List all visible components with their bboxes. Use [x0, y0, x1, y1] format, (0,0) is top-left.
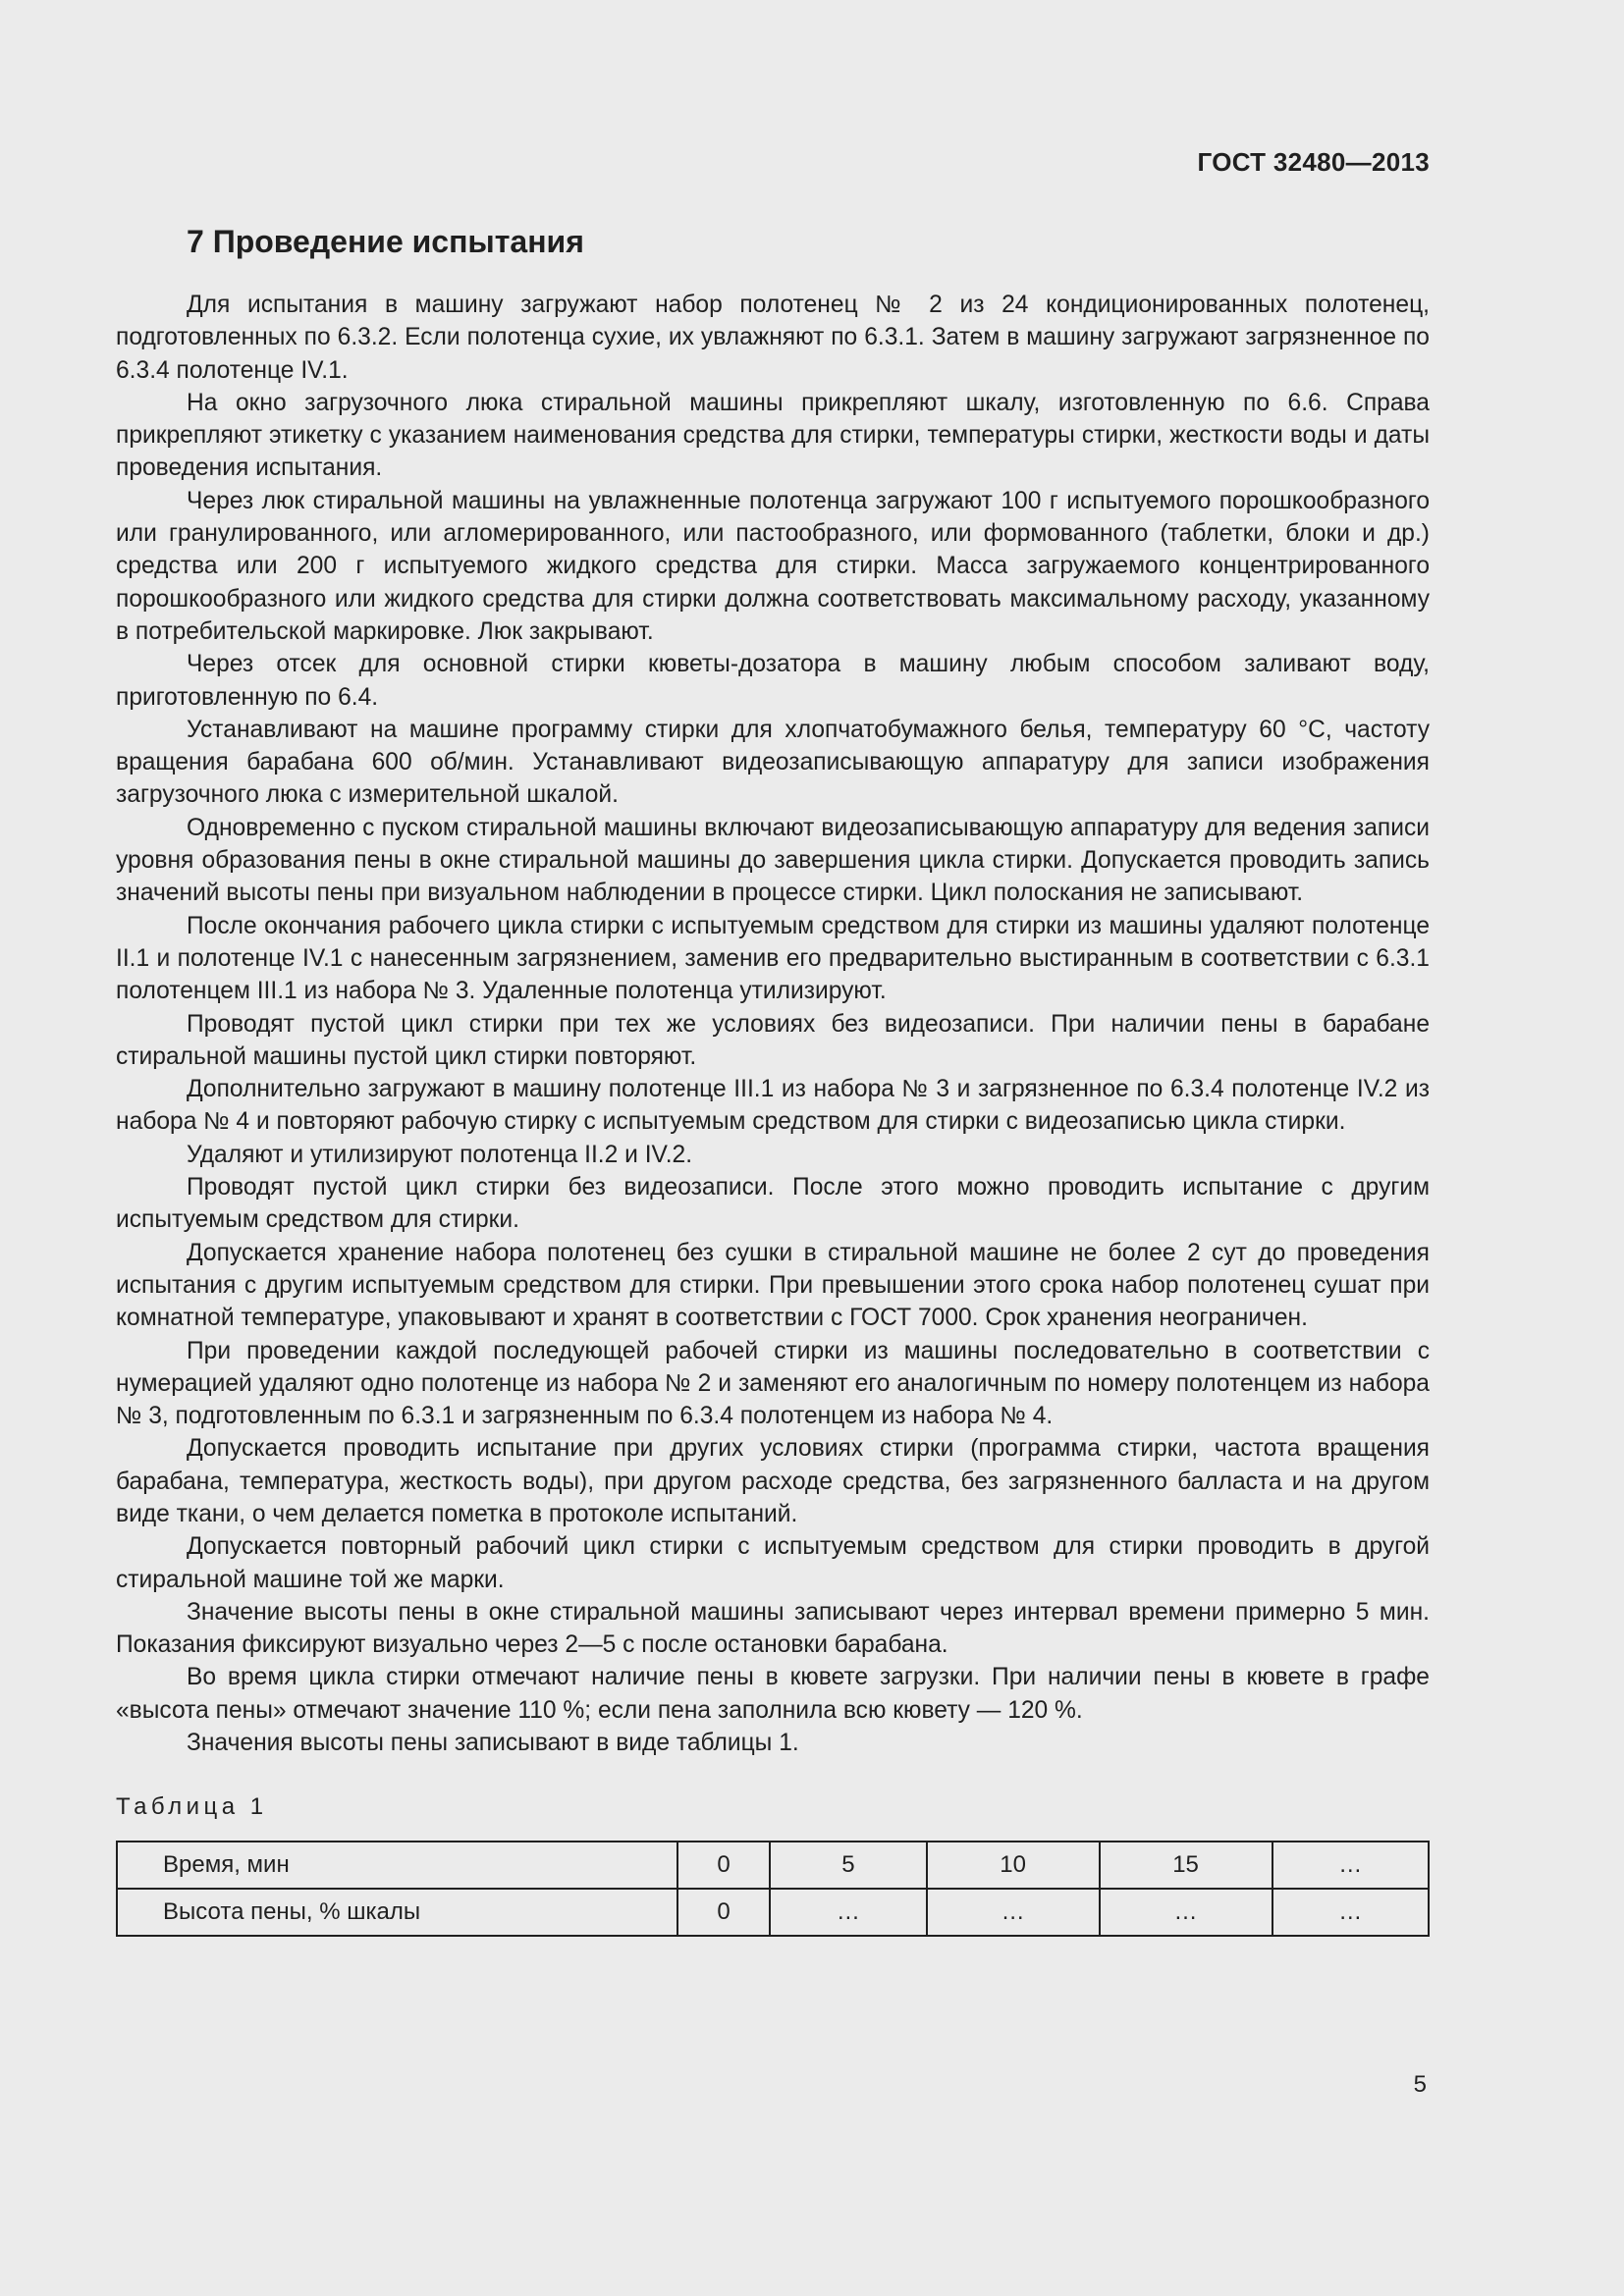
table-cell: …: [1272, 1842, 1429, 1889]
table-cell: 5: [770, 1842, 926, 1889]
table-row-time: [117, 1842, 1429, 1889]
table-cell: 0: [677, 1889, 770, 1936]
foam-height-table: [116, 1841, 1430, 1937]
paragraph: Через отсек для основной стирки кюветы-дозатора в машину любым способом заливают воду, приготовленную по 6.4.: [116, 651, 1430, 711]
page-content: [116, 221, 1430, 1937]
document-code-header: ГОСТ 32480—2013: [1197, 147, 1430, 177]
paragraph: Удаляют и утилизируют полотенца II.2 и IV.2.: [187, 1141, 693, 1168]
paragraph: Допускается повторный рабочий цикл стирки с испытуемым средством для стирки проводить в другой стиральной машине той же марки.: [116, 1533, 1430, 1593]
table-cell: …: [1100, 1889, 1272, 1936]
page-number: 5: [1413, 2071, 1427, 2098]
paragraph: Во время цикла стирки отмечают наличие пены в кювете загрузки. При наличии пены в кювете в графе «высота пены» отмечают значение 110 %; если пена заполнила всю кювету — 120 %.: [116, 1664, 1430, 1724]
paragraph: При проведении каждой последующей рабочей стирки из машины последовательно в соответствии с нумерацией удаляют одно полотенце из набора № 2 и заменяют его аналогичным по номеру полотенцем из набора № 3, подготовленным по 6.3.1 и загрязненным по 6.3.4 полотенцем из набора № 4.: [116, 1337, 1430, 1430]
table-row-foam-height: [117, 1889, 1429, 1936]
paragraph: Через люк стиральной машины на увлажненные полотенца загружают 100 г испытуемого порошкообразного или гранулированного, или агломерированного, или пастообразного, или формованного (таблетки, блоки и др.) средства или 200 г испытуемого жидкого средства для стирки. Масса загружаемого концентрированного порошкообразного или жидкого средства для стирки должна соответствовать максимальному расходу, указанному в потребительской маркировке. Люк закрывают.: [116, 487, 1430, 645]
paragraph: На окно загрузочного люка стиральной машины прикрепляют шкалу, изготовленную по 6.6. Справа прикрепляют этикетку с указанием наименования средства для стирки, температуры стирки, жесткости воды и даты проведения испытания.: [116, 389, 1430, 482]
table-cell: 10: [927, 1842, 1100, 1889]
paragraph: Значение высоты пены в окне стиральной машины записывают через интервал времени примерно 5 мин. Показания фиксируют визуально через 2—5 с после остановки барабана.: [116, 1598, 1430, 1659]
paragraph: Для испытания в машину загружают набор полотенец № 2 из 24 кондиционированных полотенец, подготовленных по 6.3.2. Если полотенца сухие, их увлажняют по 6.3.1. Затем в машину загружают загрязненное по 6.3.4 полотенце IV.1.: [116, 292, 1430, 384]
paragraph: Допускается хранение набора полотенец без сушки в стиральной машине не более 2 сут до проведения испытания с другим испытуемым средством для стирки. При превышении этого срока набор полотенец сушат при комнатной температуре, упаковывают и хранят в соответствии с ГОСТ 7000. Срок хранения неограничен.: [116, 1239, 1430, 1332]
table-row-label: Время, мин: [117, 1842, 677, 1889]
paragraph: Значения высоты пены записывают в виде таблицы 1.: [187, 1730, 799, 1757]
table-row-label: Высота пены, % шкалы: [117, 1889, 677, 1936]
table-caption: Таблица 1: [116, 1793, 268, 1821]
table-cell: …: [1272, 1889, 1429, 1936]
paragraph: Проводят пустой цикл стирки при тех же условиях без видеозаписи. При наличии пены в барабане стиральной машины пустой цикл стирки повторяют.: [116, 1010, 1430, 1070]
table-cell: 15: [1100, 1842, 1272, 1889]
paragraph: Дополнительно загружают в машину полотенце III.1 из набора № 3 и загрязненное по 6.3.4 полотенце IV.2 из набора № 4 и повторяют рабочую стирку с испытуемым средством для стирки с видеозаписью цикла стирки.: [116, 1076, 1430, 1136]
paragraph: Проводят пустой цикл стирки без видеозаписи. После этого можно проводить испытание с другим испытуемым средством для стирки.: [116, 1174, 1430, 1234]
paragraph: Допускается проводить испытание при других условиях стирки (программа стирки, частота вращения барабана, температура, жесткость воды), при другом расходе средства, без загрязненного балласта и на другом виде ткани, о чем делается пометка в протоколе испытаний.: [116, 1435, 1430, 1527]
paragraph: Одновременно с пуском стиральной машины включают видеозаписывающую аппаратуру для ведения записи уровня образования пены в окне стиральной машины до завершения цикла стирки. Допускается проводить запись значений высоты пены при визуальном наблюдении в процессе стирки. Цикл полоскания не записывают.: [116, 814, 1430, 907]
table-cell: …: [927, 1889, 1100, 1936]
table-cell: …: [770, 1889, 926, 1936]
section-title: 7 Проведение испытания: [187, 224, 584, 259]
table-cell: 0: [677, 1842, 770, 1889]
paragraph: После окончания рабочего цикла стирки с испытуемым средством для стирки из машины удаляют полотенце II.1 и полотенце IV.1 с нанесенным загрязнением, заменив его предварительно выстиранным в соответствии с 6.3.1 полотенцем III.1 из набора № 3. Удаленные полотенца утилизируют.: [116, 912, 1430, 1005]
paragraph: Устанавливают на машине программу стирки для хлопчатобумажного белья, температуру 60 °C, частоту вращения барабана 600 об/мин. Устанавливают видеозаписывающую аппаратуру для записи изображения загрузочного люка с измерительной шкалой.: [116, 716, 1430, 809]
